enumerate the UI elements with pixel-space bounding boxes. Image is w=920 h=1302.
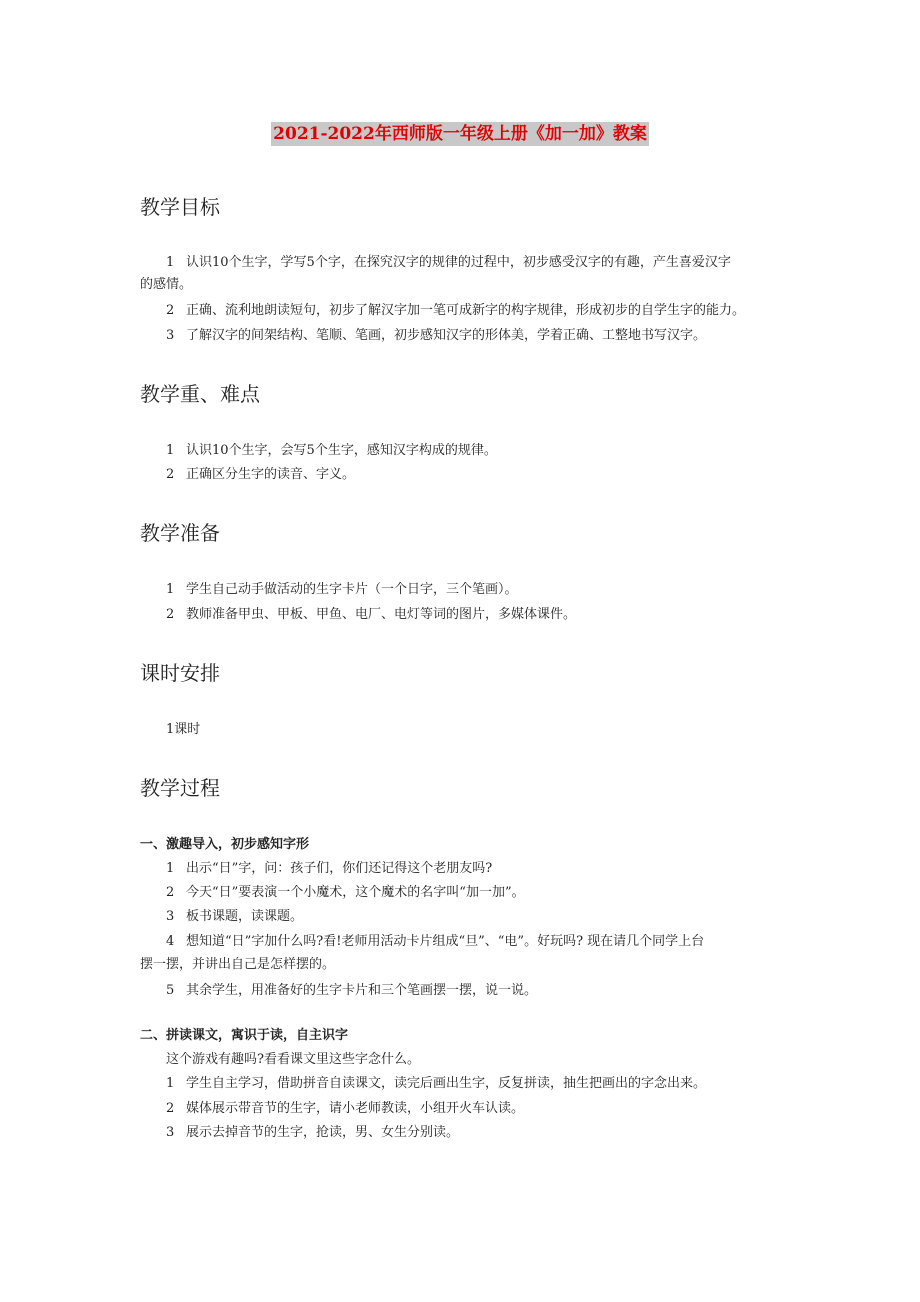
- process-2-item-3: 3 展示去掉音节的生字，抢读，男、女生分别读。: [166, 1125, 460, 1140]
- process-2-item-1: 1 学生自主学习，借助拼音自读课文，读完后画出生字，反复拼读，抽生把画出的字念出来。: [166, 1076, 707, 1091]
- process-section-2-title: 二、拼读课文，寓识于读，自主识字: [140, 1028, 349, 1043]
- process-1-item-5: 5 其余学生，用准备好的生字卡片和三个笔画摆一摆，说一说。: [166, 983, 538, 998]
- objective-item-3: 3 了解汉字的间架结构、笔顺、笔画，初步感知汉字的形体美，学着正确、工整地书写汉字。: [166, 328, 707, 343]
- heading-objectives: 教学目标: [140, 195, 220, 219]
- objective-item-1: 1 认识10个生字，学写5个字，在探究汉字的规律的过程中，初步感受汉字的有趣，产生喜爱汉字: [166, 255, 731, 270]
- process-1-item-4-cont: 摆一摆，并讲出自己是怎样摆的。: [140, 957, 336, 972]
- process-section-2-intro: 这个游戏有趣吗?看看课文里这些字念什么。: [166, 1052, 420, 1067]
- key-point-item-2: 2 正确区分生字的读音、字义。: [166, 467, 356, 482]
- process-2-item-2: 2 媒体展示带音节的生字，请小老师教读，小组开火车认读。: [166, 1101, 525, 1116]
- preparation-item-1: 1 学生自己动手做活动的生字卡片（一个日字，三个笔画）。: [166, 582, 518, 597]
- heading-key-points: 教学重、难点: [140, 382, 260, 406]
- process-1-item-2: 2 今天“日”要表演一个小魔术，这个魔术的名字叫“加一加”。: [166, 885, 525, 900]
- process-1-item-4: 4 想知道“日”字加什么吗?看!老师用活动卡片组成“旦”、“电”。好玩吗? 现在请几个同学上台: [166, 934, 705, 949]
- objective-item-1-cont: 的感情。: [140, 277, 193, 292]
- preparation-item-2: 2 教师准备甲虫、甲板、甲鱼、电厂、电灯等词的图片，多媒体课件。: [166, 607, 577, 622]
- key-point-item-1: 1 认识10个生字，会写5个生字，感知汉字构成的规律。: [166, 443, 497, 458]
- process-1-item-1: 1 出示“日”字，问：孩子们，你们还记得这个老朋友吗?: [166, 861, 493, 876]
- process-1-item-3: 3 板书课题，读课题。: [166, 909, 304, 924]
- heading-preparation: 教学准备: [140, 521, 220, 545]
- schedule-text: 1课时: [166, 722, 201, 737]
- heading-process: 教学过程: [140, 776, 220, 800]
- heading-schedule: 课时安排: [140, 661, 220, 685]
- process-section-1-title: 一、激趣导入，初步感知字形: [140, 837, 310, 852]
- page-title: 2021-2022年西师版一年级上册《加一加》教案: [273, 124, 647, 144]
- objective-item-2: 2 正确、流利地朗读短句，初步了解汉字加一笔可成新字的构字规律，形成初步的自学生字的能力。: [166, 303, 746, 318]
